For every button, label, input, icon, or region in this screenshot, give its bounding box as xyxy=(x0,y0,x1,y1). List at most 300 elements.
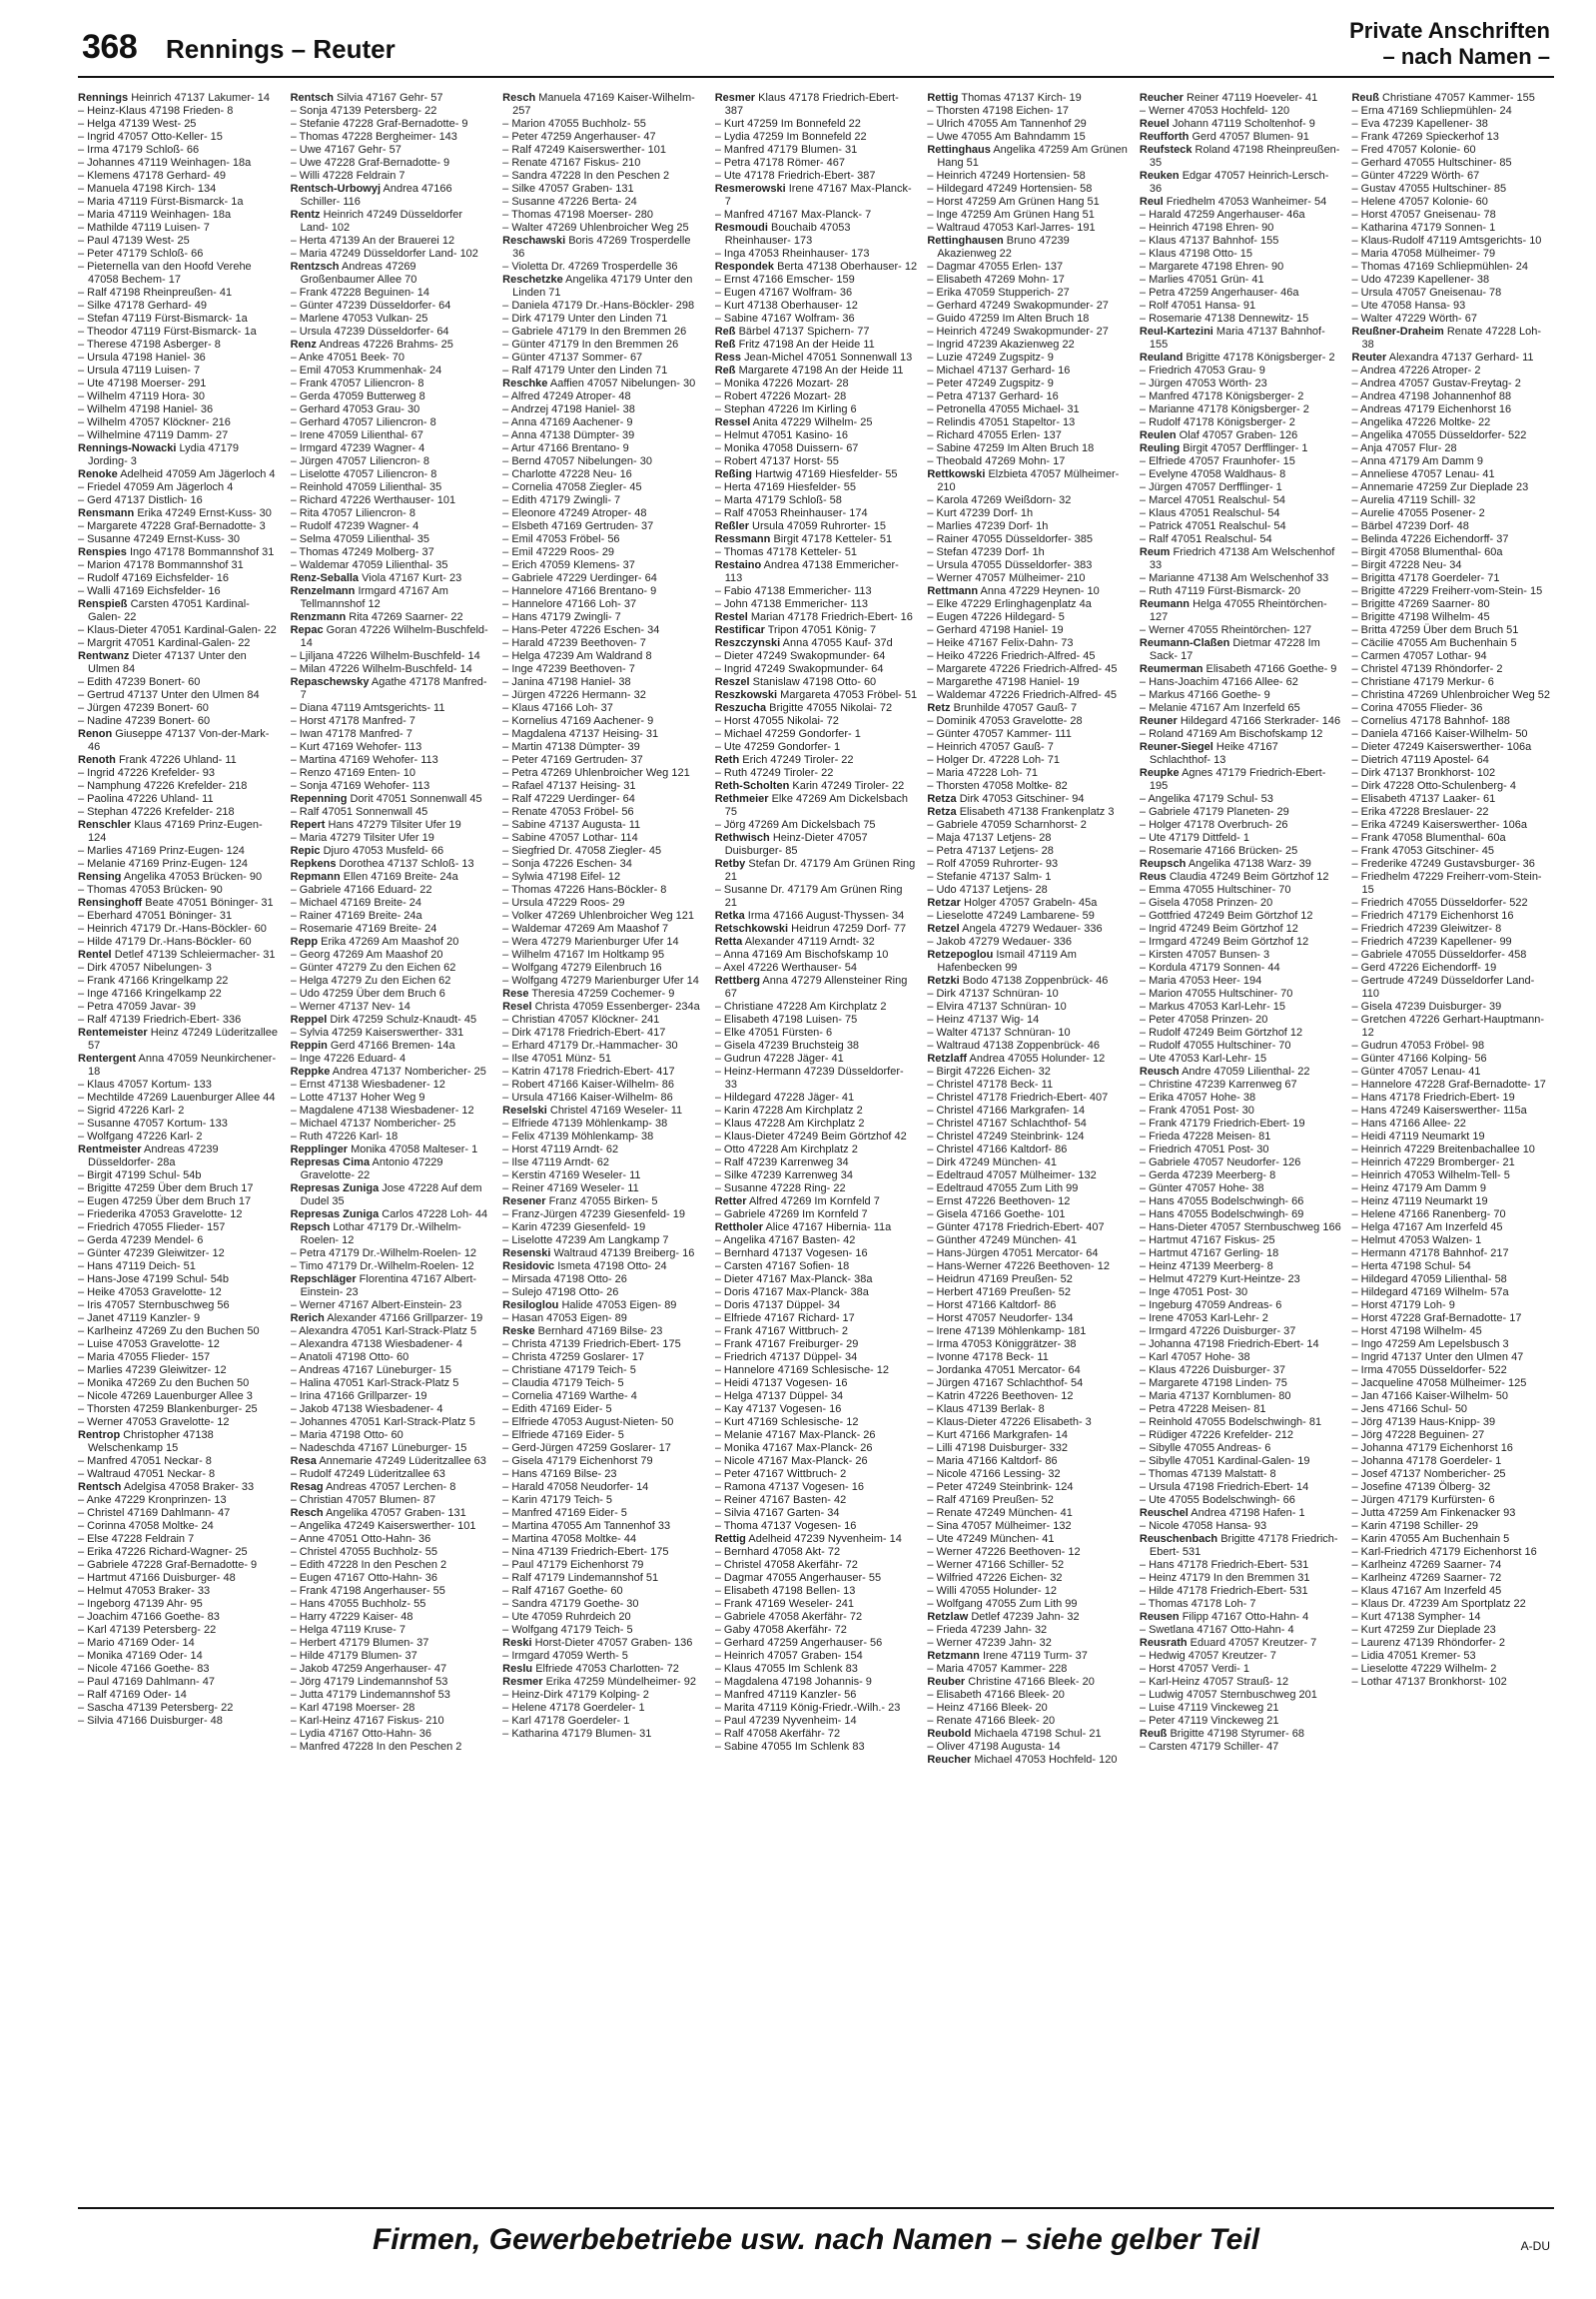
entry-details: – Werner 47226 Beethoven- 12 xyxy=(927,1546,1081,1558)
directory-entry xyxy=(715,1715,918,1728)
directory-entry xyxy=(1351,1273,1554,1286)
entry-surname: Ress xyxy=(714,352,742,364)
entry-surname: Reusen xyxy=(1139,1611,1180,1623)
entry-surname: Reske xyxy=(502,1325,535,1337)
entry-details: – Kurt 47138 Sympher- 14 xyxy=(1351,1611,1481,1623)
entry-details: – Else 47228 Feldrain 7 xyxy=(78,1533,195,1545)
directory-entry xyxy=(715,300,918,313)
directory-entry xyxy=(927,1286,1130,1299)
entry-details: Franz 47055 Birken- 5 xyxy=(548,1195,658,1207)
directory-entry xyxy=(715,1390,918,1403)
entry-details: – Paolina 47226 Uhland- 11 xyxy=(78,793,214,805)
directory-entry xyxy=(715,1131,918,1144)
directory-entry xyxy=(78,949,281,962)
directory-entry xyxy=(715,923,918,936)
entry-details: – Corinna 47058 Moltke- 24 xyxy=(78,1520,214,1532)
directory-entry xyxy=(502,650,705,663)
entry-details: Angelika 47138 Warz- 39 xyxy=(1188,858,1311,870)
directory-entry xyxy=(78,1053,281,1079)
directory-entry xyxy=(1140,572,1342,585)
entry-details: – Swetlana 47167 Otto-Hahn- 4 xyxy=(1139,1624,1294,1636)
directory-entry xyxy=(502,1728,705,1741)
directory-entry xyxy=(502,728,705,741)
entry-details: Elzbieta 47057 Mülheimer- 210 xyxy=(937,468,1120,493)
directory-entry xyxy=(1140,507,1342,520)
entry-details: – Milan 47226 Wilhelm-Buschfeld- 14 xyxy=(290,663,472,675)
entry-details: – Thomas 47228 Bergheimer- 143 xyxy=(290,131,457,143)
directory-entry xyxy=(291,468,493,481)
entry-details: – Udo 47259 Über dem Bruch 6 xyxy=(290,988,445,1000)
directory-entry xyxy=(502,1468,705,1481)
entry-details: – Dieter 47249 Kaiserswerther- 106a xyxy=(1351,741,1532,753)
entry-details: – Wera 47279 Marienburger Ufer 14 xyxy=(502,936,679,948)
directory-entry xyxy=(927,1520,1130,1533)
entry-details: Fritz 47198 An der Heide 11 xyxy=(738,339,875,351)
entry-details: – Petra 47259 Angerhauser- 46a xyxy=(1139,287,1299,299)
directory-entry xyxy=(78,131,281,144)
directory-entry xyxy=(927,897,1130,910)
entry-details: Bruno 47239 Akazienweg 22 xyxy=(937,235,1070,260)
entry-details: – Ernst 47226 Beethoven- 12 xyxy=(927,1195,1071,1207)
entry-surname: Rentz xyxy=(290,209,321,221)
directory-entry xyxy=(78,494,281,507)
directory-entry xyxy=(502,780,705,793)
directory-entry xyxy=(291,118,493,131)
directory-entry xyxy=(291,1131,493,1144)
entry-details: Carsten 47051 Kardinal-Galen- 22 xyxy=(88,598,250,623)
entry-details: Beate 47051 Böninger- 31 xyxy=(145,897,274,909)
directory-entry xyxy=(78,637,281,650)
directory-entry xyxy=(1351,287,1554,300)
entry-details: – Heinrich 47229 Bromberger- 21 xyxy=(1351,1156,1515,1168)
entry-details: – Rosemarie 47138 Dennewitz- 15 xyxy=(1139,313,1309,325)
directory-entry xyxy=(715,819,918,832)
directory-entry xyxy=(291,235,493,248)
entry-surname: Reuß xyxy=(1351,92,1379,104)
entry-details: – Ingeburg 47059 Andreas- 6 xyxy=(1139,1299,1282,1311)
directory-entry xyxy=(927,1156,1130,1169)
directory-entry xyxy=(1140,1585,1342,1598)
entry-details: – Ursula 47198 Friedrich-Ebert- 14 xyxy=(1139,1481,1309,1493)
entry-details: Dietmar 47228 Im Sack- 17 xyxy=(1149,637,1320,662)
entry-surname: Repkens xyxy=(290,858,337,870)
entry-details: – Christel 47055 Buchholz- 55 xyxy=(290,1546,437,1558)
entry-details: Florentina 47167 Albert-Einstein- 23 xyxy=(300,1273,477,1298)
directory-entry xyxy=(291,131,493,144)
directory-entry xyxy=(1140,689,1342,702)
directory-entry xyxy=(1140,403,1342,416)
entry-details: Christine 47166 Bleek- 20 xyxy=(968,1676,1095,1688)
directory-entry xyxy=(502,754,705,767)
entry-details: – Renzo 47169 Enten- 10 xyxy=(290,767,415,779)
entry-surname: Reuland xyxy=(1139,352,1184,364)
entry-surname: Reppin xyxy=(290,1040,328,1052)
entry-details: – Peter 47249 Steinbrink- 124 xyxy=(927,1481,1074,1493)
directory-entry xyxy=(1351,793,1554,806)
entry-details: – Pieternella van den Hoofd Verehe 47058 Bechem- 17 xyxy=(78,261,252,286)
entry-surname: Renspieß xyxy=(78,598,128,610)
directory-entry xyxy=(1351,650,1554,663)
entry-surname: Reupke xyxy=(1139,767,1180,779)
entry-surname: Reuner-Siegel xyxy=(1139,741,1213,753)
entry-details: Heidrun 47259 Dorf- 77 xyxy=(791,923,907,935)
directory-entry xyxy=(1351,585,1554,598)
entry-details: – Heinz 47166 Bleek- 20 xyxy=(927,1702,1048,1714)
entry-details: Olaf 47057 Graben- 126 xyxy=(1179,429,1298,441)
directory-entry xyxy=(927,1754,1130,1767)
entry-details: – Brigitte 47259 Über dem Bruch 17 xyxy=(78,1182,254,1194)
directory-entry xyxy=(1351,871,1554,897)
directory-entry xyxy=(715,546,918,559)
entry-details: – Petra 47179 Dr.-Wilhelm-Roelen- 12 xyxy=(290,1247,477,1259)
entry-details: – Irene 47139 Möhlenkamp- 181 xyxy=(927,1325,1087,1337)
directory-entry xyxy=(291,1403,493,1416)
directory-entry xyxy=(715,1494,918,1507)
entry-details: – Heidrun 47169 Preußen- 52 xyxy=(927,1273,1073,1285)
entry-details: Erika 47269 Am Maashof 20 xyxy=(321,936,459,948)
entry-surname: Residovic xyxy=(502,1260,555,1272)
entry-details: – Christel 47167 Schlachthof- 54 xyxy=(927,1118,1087,1130)
directory-entry xyxy=(1140,390,1342,403)
entry-details: – Herta 47139 An der Brauerei 12 xyxy=(290,235,455,247)
entry-details: Friedrich 47138 Am Welschenhof 33 xyxy=(1149,546,1335,571)
entry-details: Margarete 47198 An der Heide 11 xyxy=(738,365,904,377)
directory-entry xyxy=(78,261,281,287)
entry-details: Adelheid 47239 Nyvenheim- 14 xyxy=(748,1533,902,1545)
entry-details: – Heiko 47226 Friedrich-Alfred- 45 xyxy=(927,650,1096,662)
directory-entry xyxy=(291,378,493,390)
entry-surname: Represas Zuniga xyxy=(290,1182,380,1194)
entry-details: – Ute 47198 Moerser- 291 xyxy=(78,378,207,389)
directory-entry xyxy=(291,741,493,754)
directory-entry xyxy=(715,92,918,118)
entry-details: – Sabine 47057 Lothar- 114 xyxy=(502,832,638,844)
entry-details: – Ralf 47169 Preußen- 52 xyxy=(927,1494,1054,1506)
entry-details: – Paul 47139 West- 25 xyxy=(78,235,190,247)
directory-entry xyxy=(78,1676,281,1689)
entry-details: – Nina 47139 Friedrich-Ebert- 175 xyxy=(502,1546,669,1558)
directory-entry xyxy=(1351,442,1554,455)
entry-details: – Frank 47198 Angerhauser- 55 xyxy=(290,1585,445,1597)
entry-surname: Retzmann xyxy=(927,1650,980,1662)
directory-entry xyxy=(1140,352,1342,365)
directory-entry xyxy=(715,118,918,131)
directory-entry xyxy=(927,455,1130,468)
entry-details: – Gerd 47226 Eichendorff- 19 xyxy=(1351,962,1497,974)
entry-details: – Robert 47166 Kaiser-Wilhelm- 86 xyxy=(502,1079,674,1091)
directory-entry xyxy=(1140,871,1342,884)
directory-entry xyxy=(1140,1079,1342,1092)
entry-details: – Elvira 47137 Schnüran- 10 xyxy=(927,1001,1067,1013)
entry-details: – Silke 47178 Gerhard- 49 xyxy=(78,300,208,312)
entry-details: – Manfred 47169 Eider- 5 xyxy=(502,1507,627,1519)
entry-details: – Werner 47167 Albert-Einstein- 23 xyxy=(290,1299,462,1311)
directory-entry xyxy=(715,585,918,598)
entry-details: – Monika 47269 Zu den Buchen 50 xyxy=(78,1377,250,1389)
entry-details: – John 47138 Emmericher- 113 xyxy=(714,598,869,610)
directory-entry xyxy=(291,92,493,105)
entry-details: – Heinz 47179 In den Bremmen 31 xyxy=(1139,1572,1310,1584)
directory-entry xyxy=(291,1014,493,1027)
directory-entry xyxy=(715,1546,918,1559)
entry-details: – Theodor 47119 Fürst-Bismarck- 1a xyxy=(78,326,257,338)
entry-details: – Elisabeth 47166 Bleek- 20 xyxy=(927,1689,1065,1701)
directory-entry xyxy=(291,248,493,261)
directory-entry xyxy=(715,1286,918,1299)
directory-entry xyxy=(502,936,705,949)
entry-details: – Janina 47198 Haniel- 38 xyxy=(502,676,631,688)
entry-details: – Sylvia 47259 Kaiserswerther- 331 xyxy=(290,1027,464,1039)
entry-details: – Ralf 47058 Akerfähr- 72 xyxy=(714,1728,841,1740)
entry-details: – Katrin 47226 Beethoven- 12 xyxy=(927,1390,1074,1402)
entry-details: – Maja 47137 Letjens- 28 xyxy=(927,832,1052,844)
entry-surname: Reucher xyxy=(927,1754,972,1766)
directory-entry xyxy=(502,144,705,157)
entry-details: – Werner 47239 Jahn- 32 xyxy=(927,1637,1052,1649)
directory-entry xyxy=(78,378,281,390)
directory-entry xyxy=(78,1234,281,1247)
directory-entry xyxy=(1140,832,1342,845)
entry-details: – Kurt 47239 Dorf- 1h xyxy=(927,507,1034,519)
entry-details: – Helmut 47053 Braker- 33 xyxy=(78,1585,211,1597)
directory-entry xyxy=(291,715,493,728)
entry-details: – Selma 47059 Lilienthal- 35 xyxy=(290,533,430,545)
directory-entry xyxy=(1140,1663,1342,1676)
entry-details: – Hasan 47053 Eigen- 89 xyxy=(502,1312,627,1324)
entry-details: – Hannelore 47228 Graf-Bernadotte- 17 xyxy=(1351,1079,1546,1091)
entry-details: – Luise 47119 Vinckeweg 21 xyxy=(1139,1702,1279,1714)
entry-surname: Reum xyxy=(1139,546,1171,558)
entry-details: – Maria 47053 Heer- 194 xyxy=(1139,975,1262,987)
directory-entry xyxy=(715,611,918,624)
entry-details: – Elisabeth 47269 Mohn- 17 xyxy=(927,274,1065,286)
directory-entry xyxy=(291,1325,493,1338)
directory-entry xyxy=(291,442,493,455)
entry-details: – Margrit 47051 Kardinal-Galen- 22 xyxy=(78,637,251,649)
entry-details: – Irene 47059 Lilienthal- 67 xyxy=(290,429,423,441)
yellow-pages-note: Firmen, Gewerbebetriebe usw. nach Namen – siehe gelber Teil xyxy=(372,2223,1260,2256)
entry-details: – Annemarie 47259 Zur Dieplade 23 xyxy=(1351,481,1529,493)
directory-entry xyxy=(1351,767,1554,780)
entry-details: – Helmut 47053 Walzen- 1 xyxy=(1351,1234,1482,1246)
directory-entry xyxy=(927,702,1130,715)
entry-details: – Peter 47259 Angerhauser- 47 xyxy=(502,131,656,143)
entry-details: Bernhard 47169 Bilse- 23 xyxy=(537,1325,663,1337)
directory-entry xyxy=(1140,1286,1342,1299)
entry-details: – Günter 47057 Lenau- 41 xyxy=(1351,1066,1481,1078)
entry-details: – Jan 47166 Kaiser-Wilhelm- 50 xyxy=(1351,1390,1508,1402)
entry-details: Stefan Dr. 47179 Am Grünen Ring 21 xyxy=(724,858,916,883)
directory-entry xyxy=(927,1364,1130,1377)
entry-details: – Karl-Friedrich 47179 Eichenhorst 16 xyxy=(1351,1546,1537,1558)
directory-entry xyxy=(715,1338,918,1351)
directory-entry xyxy=(927,287,1130,300)
entry-surname: Retz xyxy=(927,702,951,714)
directory-entry xyxy=(502,455,705,468)
directory-entry xyxy=(1140,1325,1342,1338)
entry-details: Elfriede 47053 Charlotten- 72 xyxy=(535,1663,679,1675)
entry-details: – Angelika 47179 Schul- 53 xyxy=(1139,793,1273,805)
directory-entry xyxy=(1140,806,1342,819)
entry-details: Giuseppe 47137 Von-der-Mark- 46 xyxy=(88,728,270,753)
directory-entry xyxy=(927,1416,1130,1429)
directory-entry xyxy=(927,261,1130,274)
directory-entry xyxy=(291,897,493,910)
entry-details: – Maria 47249 Düsseldorfer Land- 102 xyxy=(290,248,478,260)
directory-entry xyxy=(1140,598,1342,624)
directory-entry xyxy=(927,650,1130,663)
entry-details: – Gerhard 47249 Swakopmunder- 27 xyxy=(927,300,1109,312)
entry-details: Heinz 47249 Lüderitzallee 57 xyxy=(88,1027,278,1052)
entry-details: – Marlene 47053 Vulkan- 25 xyxy=(290,313,428,325)
directory-entry xyxy=(927,1169,1130,1182)
entry-details: – Irmgard 47249 Beim Görtzhof 12 xyxy=(1139,936,1309,948)
directory-entry xyxy=(927,1338,1130,1351)
entry-details: – Waldemar 47059 Lilienthal- 35 xyxy=(290,559,448,571)
entry-details: – Gertrude 47249 Düsseldorfer Land- 110 xyxy=(1351,975,1535,1000)
directory-entry xyxy=(78,1299,281,1312)
entry-details: – Angelika 47226 Moltke- 22 xyxy=(1351,416,1491,428)
entry-details: – Christel 47169 Dahlmann- 47 xyxy=(78,1507,231,1519)
directory-entry xyxy=(78,1182,281,1195)
directory-entry xyxy=(502,702,705,715)
directory-entry xyxy=(1351,715,1554,728)
entry-details: – Carsten 47167 Sofien- 18 xyxy=(714,1260,850,1272)
entry-details: – Jürgen 47239 Bonert- 60 xyxy=(78,702,209,714)
directory-entry xyxy=(1140,416,1342,429)
entry-surname: Reszczynski xyxy=(714,637,781,649)
entry-details: – Christiane 47179 Merkur- 6 xyxy=(1351,676,1494,688)
directory-entry xyxy=(1140,118,1342,131)
directory-entry xyxy=(1140,1728,1342,1741)
directory-entry xyxy=(1351,546,1554,559)
entry-details: – Jörg 47269 Am Dickelsbach 75 xyxy=(714,819,876,831)
directory-entry xyxy=(502,1014,705,1027)
entry-details: – Sandra 47179 Goethe- 30 xyxy=(502,1598,639,1610)
directory-entry xyxy=(927,741,1130,754)
directory-entry xyxy=(927,1325,1130,1338)
entry-details: – Gerd 47137 Distlich- 16 xyxy=(78,494,203,506)
entry-details: – Edith 47179 Zwingli- 7 xyxy=(502,494,621,506)
entry-details: Alexander 47119 Arndt- 32 xyxy=(744,936,875,948)
entry-details: Irene 47167 Max-Planck- 7 xyxy=(724,183,912,208)
entry-details: – Heinrich 47053 Wilhelm-Tell- 5 xyxy=(1351,1169,1510,1181)
entry-surname: Reuken xyxy=(1139,170,1180,182)
directory-entry xyxy=(1140,884,1342,897)
directory-entry xyxy=(1351,300,1554,313)
entry-details: – Michael 47137 Nombericher- 25 xyxy=(290,1118,456,1130)
entry-details: – Rainer 47055 Düsseldorfer- 385 xyxy=(927,533,1094,545)
entry-details: – Frederike 47249 Gustavsburger- 36 xyxy=(1351,858,1535,870)
entry-details: – Helga 47119 Kruse- 7 xyxy=(290,1624,405,1636)
entry-details: – Michael 47137 Gerhard- 16 xyxy=(927,365,1071,377)
entry-surname: Rethwisch xyxy=(714,832,770,844)
entry-details: Andreas 47057 Lerchen- 8 xyxy=(326,1481,456,1493)
entry-surname: Reufsteck xyxy=(1139,144,1193,156)
entry-details: – Jürgen 47057 Derfflinger- 1 xyxy=(1139,481,1282,493)
directory-entry xyxy=(78,248,281,261)
directory-entry xyxy=(78,1468,281,1481)
directory-entry xyxy=(291,871,493,884)
directory-entry xyxy=(291,1585,493,1598)
directory-entry xyxy=(502,1234,705,1247)
entry-details: – Friedhelm 47229 Freiherr-vom-Stein- 15 xyxy=(1351,871,1542,896)
directory-entry xyxy=(78,222,281,235)
directory-entry xyxy=(502,715,705,728)
entry-details: Andreas 47239 Düsseldorfer- 28a xyxy=(88,1144,219,1168)
directory-entry xyxy=(927,767,1130,780)
entry-details: Hartwig 47169 Hiesfelder- 55 xyxy=(755,468,898,480)
directory-entry xyxy=(291,403,493,416)
entry-details: Andrea 47138 Emmericher- 113 xyxy=(724,559,899,584)
entry-details: – Heinz-Dirk 47179 Kolping- 2 xyxy=(502,1689,649,1701)
directory-entry xyxy=(1351,481,1554,494)
directory-entry xyxy=(78,962,281,975)
directory-entry xyxy=(1351,598,1554,611)
directory-entry xyxy=(78,1585,281,1598)
entry-details: Boris 47269 Trosperdelle 36 xyxy=(512,235,691,260)
entry-details: – Axel 47226 Werthauser- 54 xyxy=(714,962,858,974)
entry-details: – Nicole 47167 Max-Planck- 26 xyxy=(714,1455,868,1467)
directory-entry xyxy=(927,416,1130,429)
entry-details: Goran 47226 Wilhelm-Buschfeld- 14 xyxy=(300,624,488,649)
entry-surname: Repenning xyxy=(290,793,348,805)
directory-entry xyxy=(502,1118,705,1131)
entry-details: – Susanne 47228 Ring- 22 xyxy=(714,1182,846,1194)
entry-details: Monika 47058 Malteser- 1 xyxy=(351,1144,478,1155)
entry-details: – Kurt 47259 Zur Dieplade 23 xyxy=(1351,1624,1496,1636)
entry-details: – Renate 47249 München- 41 xyxy=(927,1507,1073,1519)
entry-details: – Frank 47058 Blumenthal- 60a xyxy=(1351,832,1506,844)
directory-entry xyxy=(927,1650,1130,1663)
directory-entry xyxy=(715,1455,918,1468)
entry-details: – Johanna 47179 Eichenhorst 16 xyxy=(1351,1442,1513,1454)
directory-entry xyxy=(1140,1741,1342,1754)
directory-entry xyxy=(502,118,705,131)
directory-entry xyxy=(502,378,705,390)
entry-details: – Johanna 47178 Goerdeler- 1 xyxy=(1351,1455,1502,1467)
entry-details: – Waltraud 47051 Neckar- 8 xyxy=(78,1468,216,1480)
entry-details: – Herta 47198 Schul- 54 xyxy=(1351,1260,1471,1272)
directory-entry xyxy=(715,624,918,637)
directory-entry xyxy=(291,429,493,442)
entry-details: – Irmgard 47226 Duisburger- 37 xyxy=(1139,1325,1296,1337)
directory-entry xyxy=(1351,806,1554,819)
directory-entry xyxy=(291,676,493,702)
directory-entry xyxy=(291,1741,493,1754)
directory-entry xyxy=(1140,845,1342,858)
directory-entry xyxy=(1140,1338,1342,1351)
entry-details: – Wilhelm 47167 Im Holtkamp 95 xyxy=(502,949,665,961)
directory-entry xyxy=(291,650,493,663)
directory-entry xyxy=(1351,702,1554,715)
entry-details: – Erika 47249 Kaiserswerther- 106a xyxy=(1351,819,1527,831)
directory-entry xyxy=(1140,378,1342,390)
entry-details: – Sibylle 47055 Andreas- 6 xyxy=(1139,1442,1271,1454)
directory-entry xyxy=(927,1014,1130,1027)
directory-entry xyxy=(1351,235,1554,248)
directory-entry xyxy=(927,1676,1130,1689)
directory-entry xyxy=(502,1442,705,1455)
entry-details: – Gabriele 47166 Eduard- 22 xyxy=(290,884,432,896)
directory-entry xyxy=(78,1079,281,1092)
directory-entry xyxy=(1140,1001,1342,1014)
directory-entry xyxy=(78,871,281,884)
entry-surname: Resener xyxy=(502,1195,546,1207)
directory-entry xyxy=(78,1144,281,1169)
directory-entry xyxy=(1351,728,1554,741)
entry-details: – Hans 47178 Friedrich-Ebert- 19 xyxy=(1351,1092,1515,1104)
